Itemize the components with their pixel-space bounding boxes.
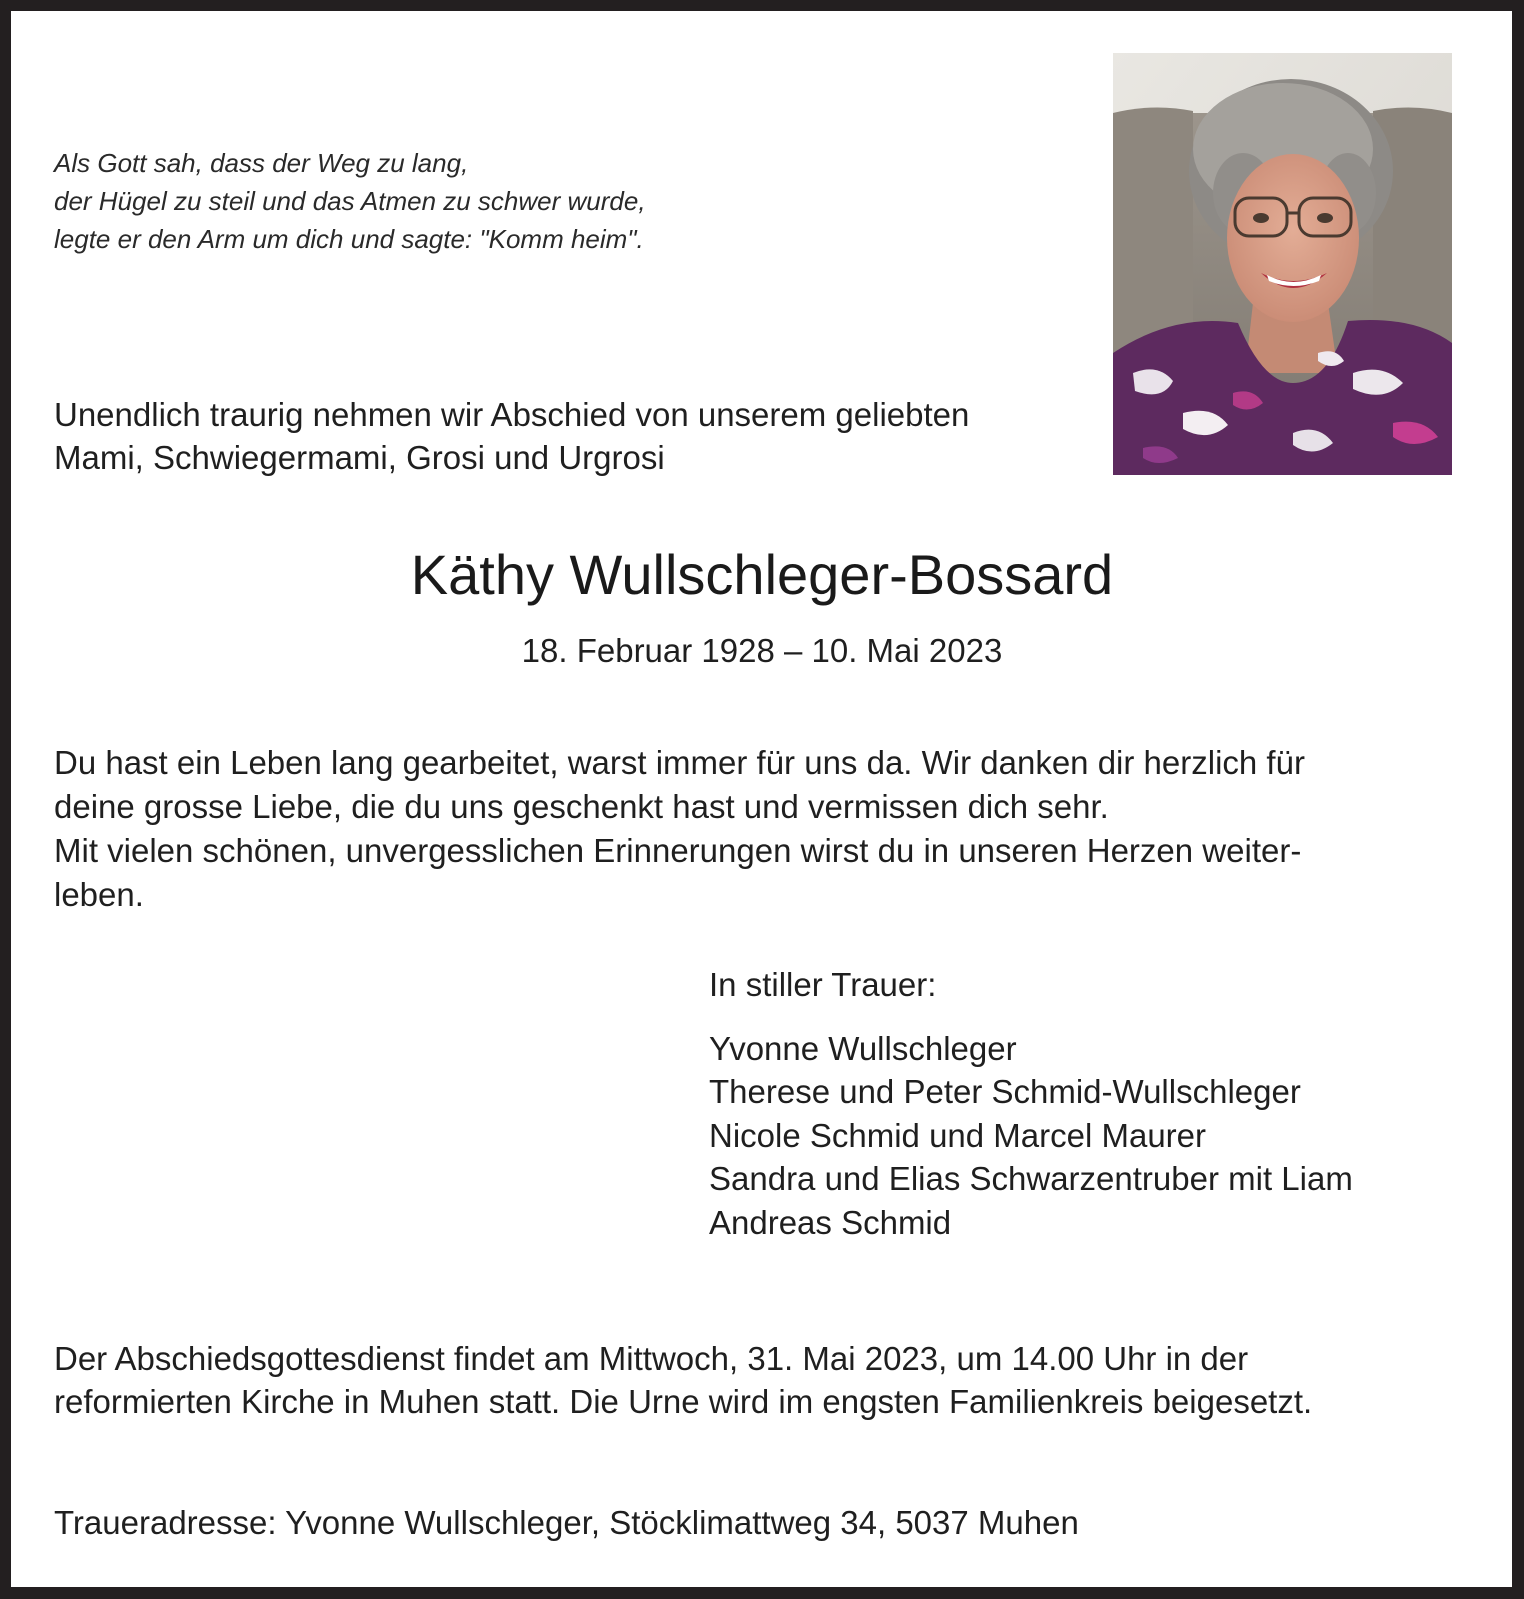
portrait-photo xyxy=(1113,53,1452,475)
poem-line: der Hügel zu steil und das Atmen zu schwer wurde, xyxy=(54,186,646,216)
intro-line: Mami, Schwiegermami, Grosi und Urgrosi xyxy=(54,439,665,476)
poem-line: Als Gott sah, dass der Weg zu lang, xyxy=(54,148,469,178)
service-line: reformierten Kirche in Muhen statt. Die Urne wird im engsten Familienkreis beigesetzt. xyxy=(54,1383,1313,1420)
poem-line: legte er den Arm um dich und sagte: "Komm heim". xyxy=(54,224,644,254)
mourner-name: Andreas Schmid xyxy=(709,1203,952,1241)
mourner-name: Sandra und Elias Schwarzentruber mit Liam xyxy=(709,1160,1353,1197)
message-line: leben. xyxy=(54,876,144,913)
life-dates: 18. Februar 1928 – 10. Mai 2023 xyxy=(521,632,1003,669)
message-line: deine grosse Liebe, die du uns geschenkt hast und vermissen dich sehr. xyxy=(54,788,1109,825)
mourning-address: Traueradresse: Yvonne Wullschleger, Stöcklimattweg 34, 5037 Muhen xyxy=(54,1504,1079,1541)
message-line: Du hast ein Leben lang gearbeitet, warst immer für uns da. Wir danken dir herzlich für xyxy=(54,744,1305,781)
intro-text xyxy=(54,393,969,479)
poem xyxy=(54,144,646,258)
message-line: Mit vielen schönen, unvergesslichen Erinnerungen wirst du in unseren Herzen weiter- xyxy=(54,832,1302,869)
intro-line: Unendlich traurig nehmen wir Abschied von unserem geliebten xyxy=(54,396,970,433)
deceased-name: Käthy Wullschleger-Bossard xyxy=(410,543,1114,606)
service-info xyxy=(54,1337,1312,1423)
mourner-name: Yvonne Wullschleger xyxy=(709,1029,1017,1067)
mourners-block xyxy=(709,963,1353,1244)
portrait-illustration xyxy=(1113,53,1452,475)
farewell-message xyxy=(54,741,1305,917)
mourner-name: Therese und Peter Schmid-Wullschleger xyxy=(709,1073,1301,1110)
service-line: Der Abschiedsgottesdienst findet am Mittwoch, 31. Mai 2023, um 14.00 Uhr in der xyxy=(54,1340,1249,1377)
mourner-name: Nicole Schmid und Marcel Maurer xyxy=(709,1116,1207,1154)
mourners-label: In stiller Trauer: xyxy=(709,966,937,1003)
